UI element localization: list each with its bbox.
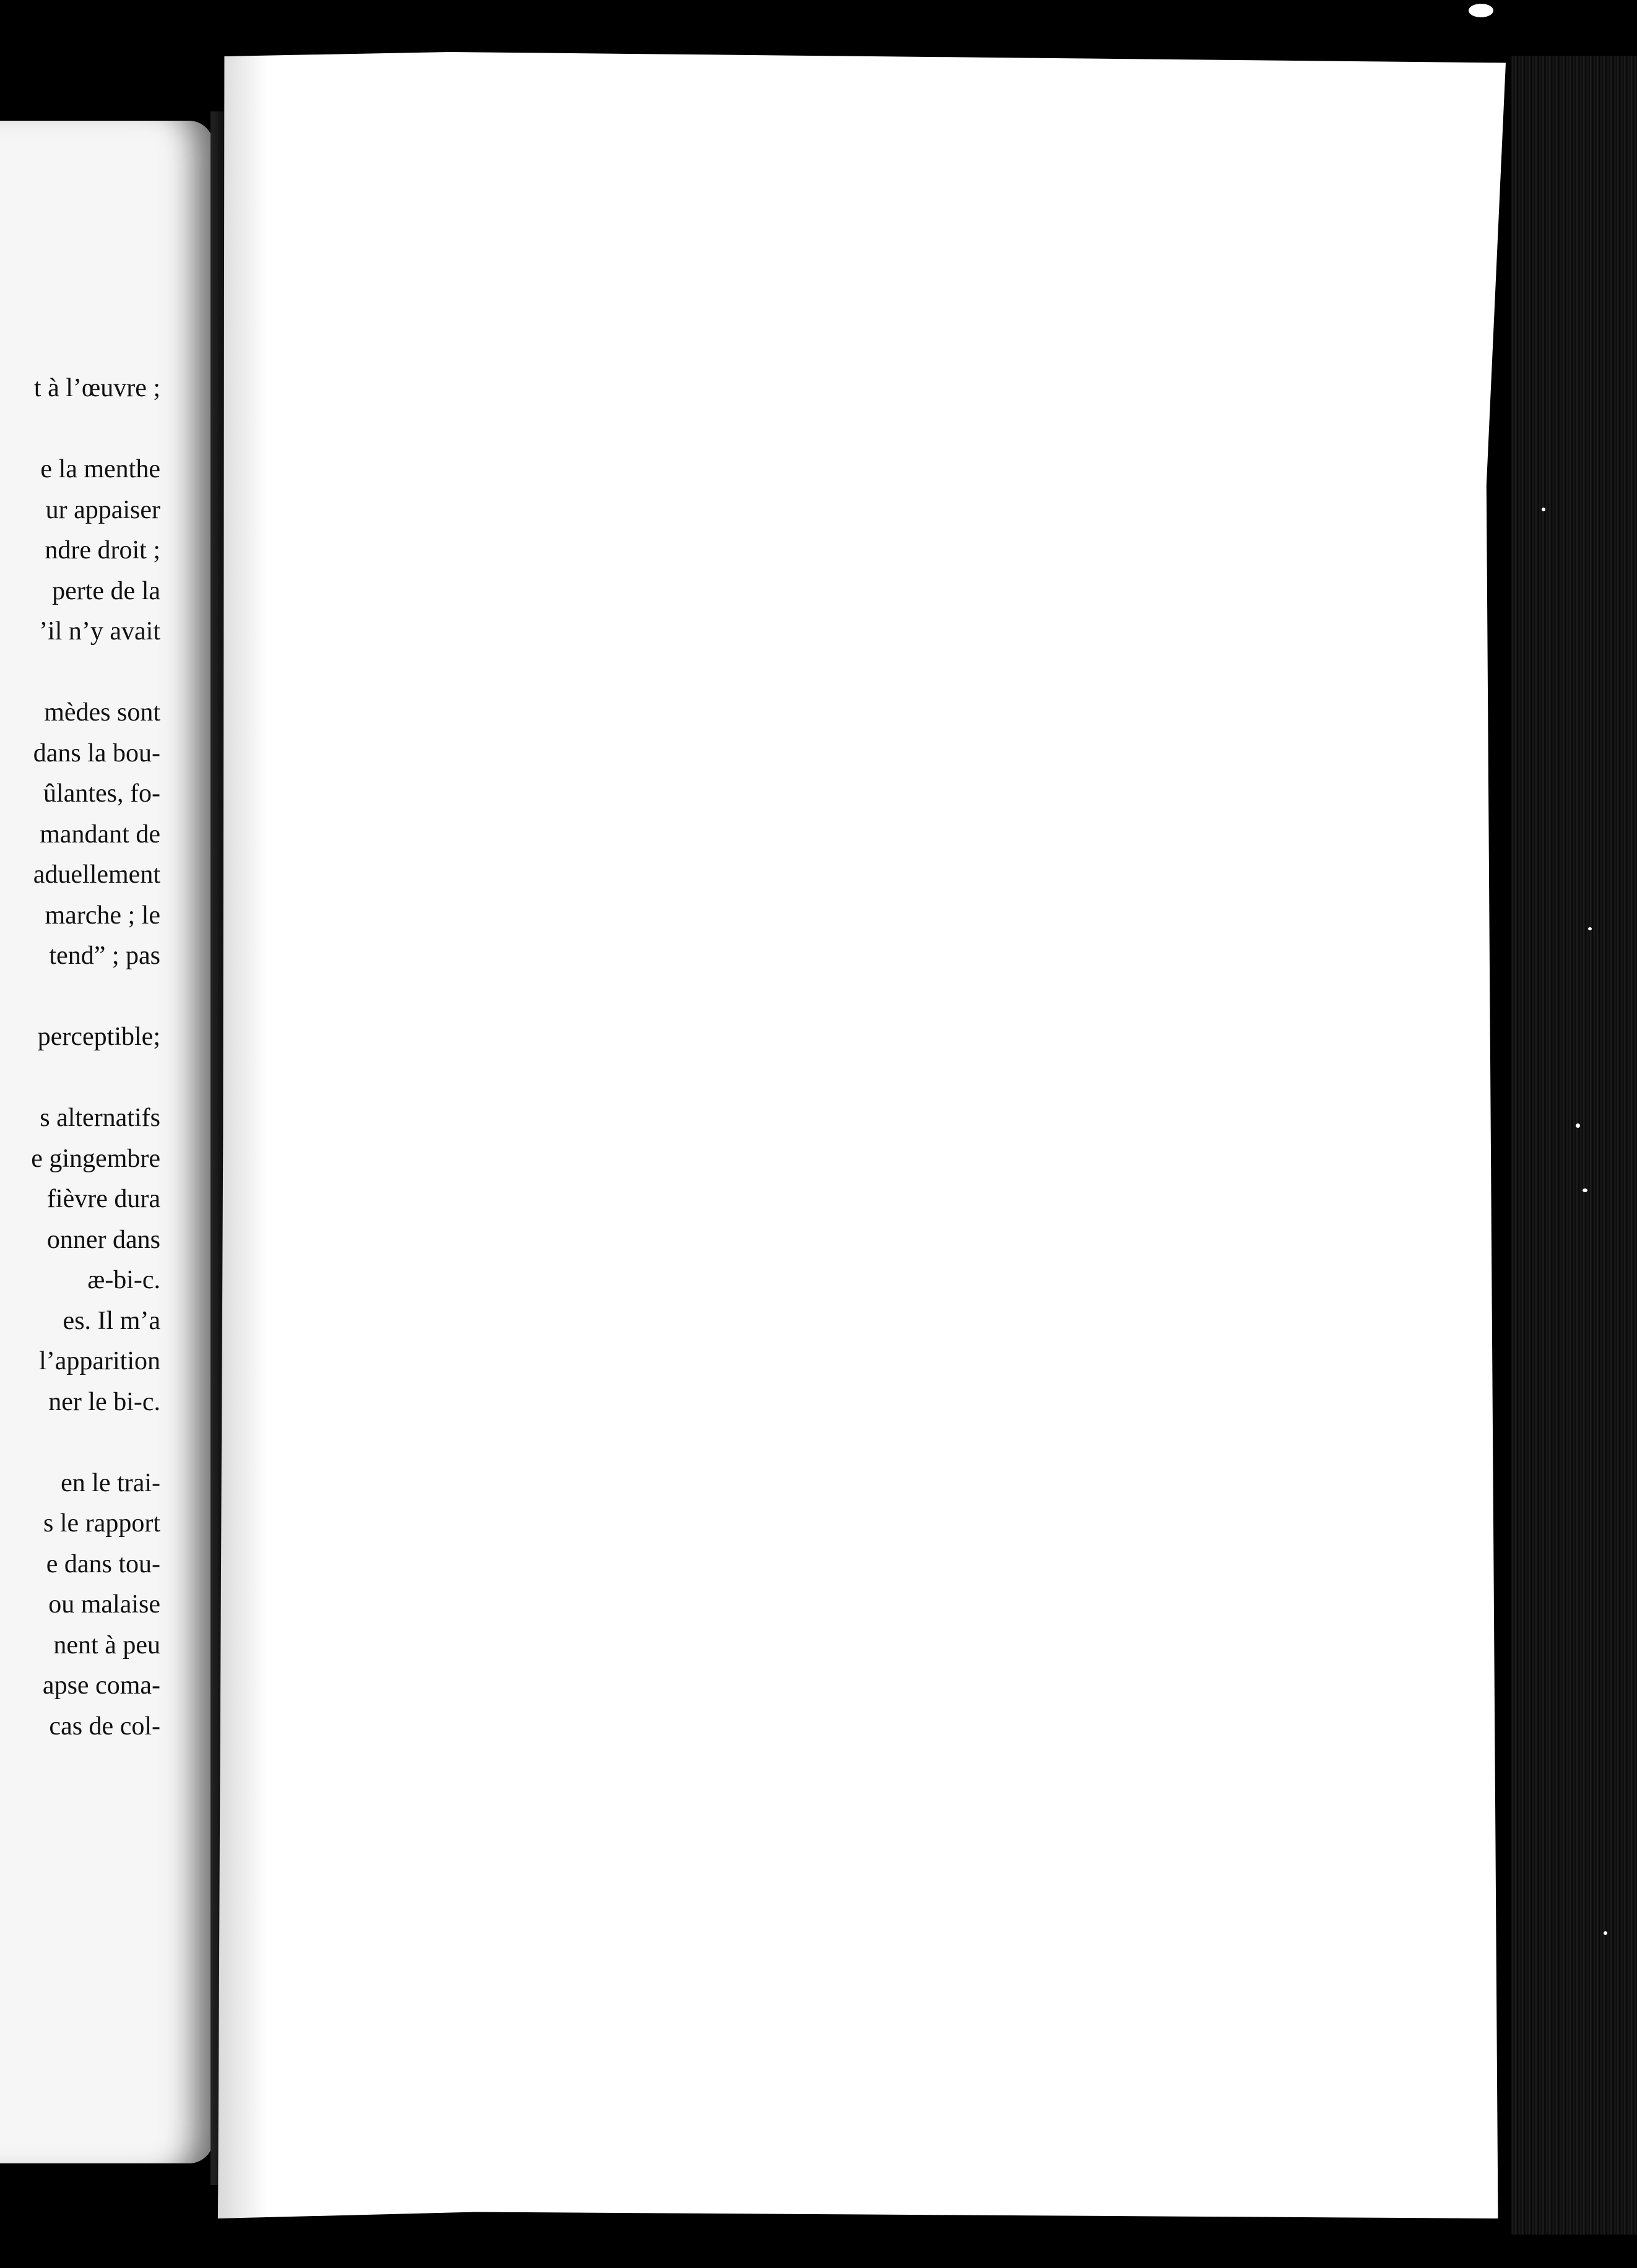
text-line: e gingembre <box>31 1144 160 1173</box>
right-page-shadow <box>218 52 267 2218</box>
text-line: perceptible; <box>37 1023 160 1051</box>
text-line <box>0 652 160 693</box>
text-line <box>0 1422 160 1463</box>
text-line: nent à peu <box>53 1630 160 1660</box>
dust-speck <box>1583 1188 1587 1192</box>
text-line <box>0 977 160 1018</box>
text-line: mandant de <box>40 820 160 849</box>
text-line: ner le bi-c. <box>48 1387 160 1416</box>
dust-speck <box>1542 508 1545 511</box>
text-line: aduellement <box>33 860 160 889</box>
text-line: s le rapport <box>43 1509 160 1538</box>
text-line: mèdes sont <box>44 698 160 727</box>
text-line: s alternatifs <box>40 1104 160 1132</box>
right-page-blank <box>218 52 1506 2218</box>
text-line: e la menthe <box>40 455 160 483</box>
text-line: perte de la <box>52 576 160 605</box>
text-line <box>0 409 160 450</box>
text-line: ’il n’y avait <box>39 617 160 646</box>
left-page <box>0 121 214 2163</box>
text-line: l’apparition <box>39 1347 160 1375</box>
text-line: fièvre dura <box>46 1185 160 1213</box>
left-page-text <box>0 368 160 1747</box>
text-line: apse coma- <box>42 1671 160 1700</box>
text-line: ndre droit ; <box>45 536 160 565</box>
text-line: ur appaiser <box>45 495 160 524</box>
text-line: t à l’œuvre ; <box>33 374 160 402</box>
book-fore-edge <box>1511 56 1637 2235</box>
text-line: tend” ; pas <box>49 941 160 970</box>
text-line: ûlantes, fo- <box>43 779 160 808</box>
text-line: e dans tou- <box>46 1549 160 1578</box>
dust-speck <box>1588 927 1592 930</box>
text-line: ou malaise <box>48 1590 160 1619</box>
text-line: es. Il m’a <box>63 1306 160 1335</box>
text-line: en le trai- <box>61 1468 160 1497</box>
text-line: dans la bou- <box>33 738 160 768</box>
dust-speck <box>1469 4 1493 17</box>
dust-speck <box>1576 1123 1580 1128</box>
text-line: marche ; le <box>45 901 160 930</box>
text-line <box>0 1058 160 1099</box>
text-line: onner dans <box>46 1225 160 1254</box>
text-line: cas de col- <box>49 1712 160 1741</box>
text-line: æ-bi-c. <box>87 1266 160 1294</box>
dust-speck <box>1604 1931 1607 1935</box>
